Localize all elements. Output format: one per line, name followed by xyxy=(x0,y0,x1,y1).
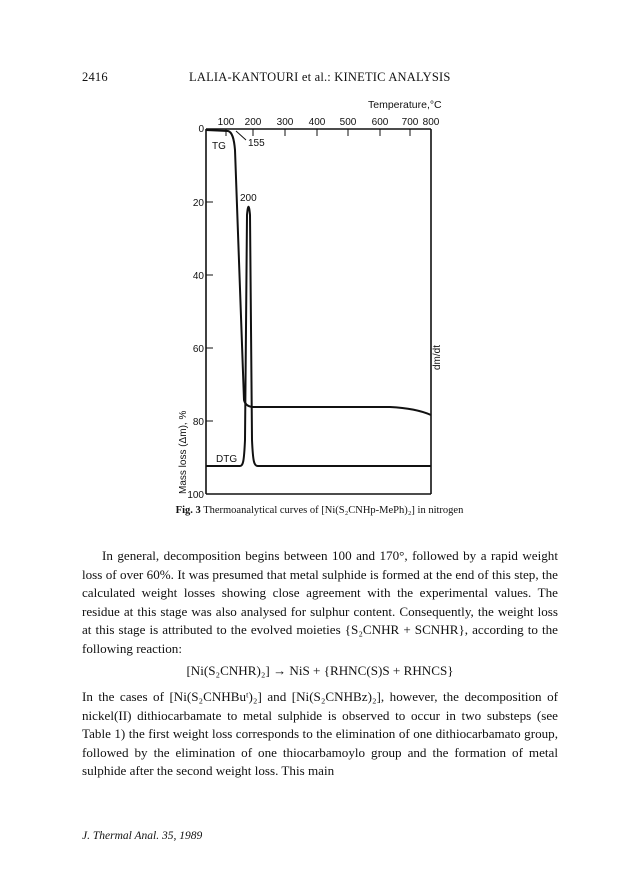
mass-tick-label: 60 xyxy=(192,344,204,355)
page-number: 2416 xyxy=(82,70,108,84)
temp-tick-label: 600 xyxy=(371,117,389,128)
paragraph-decomposition xyxy=(82,547,558,659)
figure-caption xyxy=(0,505,639,516)
temp-tick-label: 400 xyxy=(308,117,326,128)
running-head: LALIA-KANTOURI et al.: KINETIC ANALYSIS xyxy=(189,70,451,84)
peak-155-pointer xyxy=(236,131,246,140)
journal-footer: J. Thermal Anal. 35, 1989 xyxy=(82,830,203,842)
tg-label: TG xyxy=(212,141,226,152)
temp-tick-label: 200 xyxy=(244,117,262,128)
figure-caption-label: Fig. 3 xyxy=(175,505,201,516)
dtg-curve xyxy=(206,207,431,466)
tg-curve xyxy=(206,130,431,415)
temp-tick-label: 800 xyxy=(422,117,440,128)
temp-tick-label: 700 xyxy=(401,117,419,128)
reaction-equation: [Ni(S₂CNHR)₂] → NiS + {RHNC(S)S + RHNCS} xyxy=(186,663,454,678)
paragraph-text: In general, decomposition begins between 100 and 170°, followed by a rapid weight loss of over 60%. It was presumed that metal sulphide is formed at the end of this step, the calculated weight losses showing close agreement with the experimental values. The residue at this stage was also analysed for sulphur content. Consequently, the weight loss at this stage is attributed to the evolved moieties {S₂CNHR + SCNHR}, according to the following reaction: xyxy=(82,548,558,656)
mass-loss-tick-labels xyxy=(187,124,204,501)
temp-tick-label: 300 xyxy=(276,117,294,128)
mass-loss-axis-title: Mass loss (Δm), % xyxy=(178,410,189,494)
temperature-ticks xyxy=(226,129,410,136)
temperature-axis-title: Temperature,°C xyxy=(368,99,442,111)
mass-tick-label: 0 xyxy=(198,124,204,135)
temp-tick-label: 500 xyxy=(339,117,357,128)
mass-loss-ticks xyxy=(206,202,213,421)
mass-tick-label: 80 xyxy=(192,417,204,428)
paragraph-text: In the cases of [Ni(S₂CNHBuᵗ)₂] and [Ni(S₂CNHBz)₂], however, the decomposition of nickel(II) dithiocarbamate to metal sulphide is observed to occur in two substeps (see Table 1) the first weight loss corresponds to the elimination of one dithiocarbamato group, followed by the elimination of one thiocarbamoylo group and the formation of metal sulphide after the second weight loss. This main xyxy=(82,689,558,779)
mass-tick-label: 40 xyxy=(192,271,204,282)
temp-tick-label: 100 xyxy=(217,117,235,128)
dtg-label: DTG xyxy=(216,454,238,465)
paragraph-substeps xyxy=(82,688,558,781)
mass-tick-label: 100 xyxy=(187,490,204,501)
dm-dt-axis-title: dm/dt xyxy=(432,344,443,370)
figure-caption-text: Thermoanalytical curves of [Ni(S₂CNHp-MePh)₂] in nitrogen xyxy=(203,505,464,516)
peak-label-155: 155 xyxy=(248,138,265,149)
peak-label-200: 200 xyxy=(240,193,257,204)
mass-tick-label: 20 xyxy=(192,198,204,209)
temperature-tick-labels xyxy=(218,117,440,128)
